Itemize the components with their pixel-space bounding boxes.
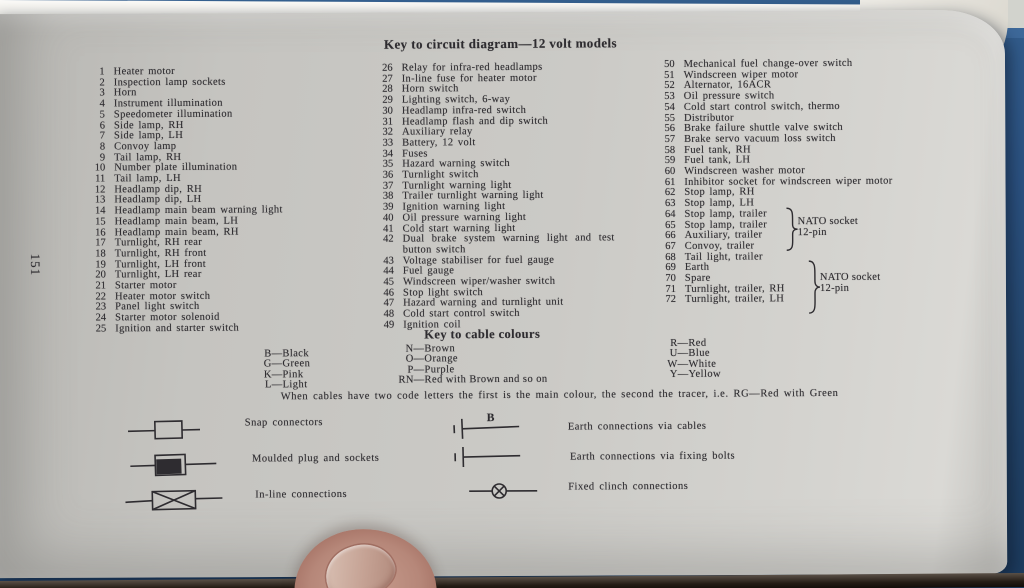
list-item-label: Hazard warning and turnlight unit: [403, 297, 564, 310]
list-item-label: Tail lamp, RH: [114, 151, 182, 163]
list-item-number: 33: [382, 137, 394, 149]
list-item-number: 25: [95, 323, 107, 335]
list-item-label: Headlamp flash and dip switch: [401, 115, 549, 128]
list-item-label: Convoy, trailer: [684, 240, 755, 252]
list-item-label: Windscreen wiper/washer switch: [402, 275, 556, 288]
list-item-label: Brake failure shuttle valve switch: [683, 122, 844, 135]
symbol-label: In-line connections: [255, 488, 348, 501]
list-item-number: 42: [383, 233, 394, 245]
list-item-label: Stop lamp, LH: [684, 197, 755, 210]
list-item-number: 10: [94, 162, 106, 174]
list-item-label: Windscreen washer motor: [684, 165, 806, 177]
cable-name: Black: [282, 348, 310, 360]
list-item-label: Brake servo vacuum loss switch: [684, 132, 836, 145]
list-item-number: 32: [382, 126, 394, 138]
list-item-number: 41: [383, 223, 394, 235]
list-item-label: Cold start control switch: [403, 308, 520, 320]
list-item-number: 11: [95, 173, 106, 185]
list-item-number: 43: [383, 255, 394, 267]
key-list-column-1: [83, 66, 344, 335]
cable-name: Red with Brown and so on: [424, 373, 548, 386]
list-item-label: Relay for infra-red headlamps: [401, 61, 543, 74]
list-item-label: Trailer turnlight warning light: [402, 190, 544, 203]
cable-code: Y—: [669, 368, 689, 380]
list-item-number: 65: [665, 219, 676, 231]
list-item-number: 55: [664, 112, 675, 124]
list-item-label: Turnlight, RH front: [114, 247, 207, 260]
list-item-label: Ignition and starter switch: [115, 322, 240, 335]
symbol-label: Snap connectors: [244, 417, 324, 429]
list-item-number: 57: [664, 133, 676, 145]
list-item-label: Stop lamp, RH: [684, 186, 755, 199]
list-item-label: Inhibitor socket for windscreen wiper motor: [684, 175, 893, 188]
list-item-number: 63: [664, 198, 676, 210]
list-item-label: Distributor: [683, 112, 734, 124]
symbol-label: Moulded plug and sockets: [251, 452, 380, 465]
list-item-label: Fuel tank, LH: [684, 154, 751, 167]
list-item-label: Fuses: [402, 148, 428, 160]
list-item-label: Starter motor: [114, 280, 177, 292]
list-item-label: Oil pressure warning light: [402, 211, 527, 224]
list-item-label: Turnlight, trailer, RH: [684, 283, 785, 295]
nato-label-line: NATO socket: [819, 271, 881, 284]
list-item-label: Fuel gauge: [402, 265, 455, 277]
list-item-number: 61: [664, 176, 676, 188]
list-item-label: Side lamp, LH: [113, 130, 184, 142]
list-item-number: 64: [664, 208, 676, 220]
cable-colours-heading: Key to cable colours: [424, 326, 541, 342]
cable-code: G—: [263, 358, 283, 370]
list-item-number: 40: [383, 212, 394, 224]
symbol-label: Earth connections via fixing bolts: [569, 450, 736, 463]
list-item-label: Stop light switch: [402, 286, 484, 299]
nato-label-line: NATO socket: [797, 215, 859, 228]
list-item-label: Stop lamp, trailer: [684, 218, 768, 231]
earth-marker: B: [486, 412, 495, 425]
list-item-label: Oil pressure switch: [683, 90, 775, 102]
list-item-number: 1: [99, 66, 105, 78]
list-item-number: 37: [382, 180, 394, 192]
list-item-number: 59: [664, 155, 676, 167]
nato-label-line: 12-pin: [797, 227, 827, 239]
list-item-label: Headlamp main beam, RH: [114, 226, 239, 238]
list-item-label: Heater motor: [113, 65, 176, 78]
list-item-number: 4: [99, 98, 105, 110]
list-item-number: 7: [99, 130, 106, 142]
list-item-number: 39: [382, 201, 394, 213]
cable-code: L—: [265, 379, 283, 391]
list-item-number: 38: [382, 191, 394, 203]
cable-colour-group: [242, 349, 310, 391]
cable-name: Light: [282, 379, 308, 391]
list-item-label: Stop lamp, trailer: [684, 208, 768, 220]
nato-group-label: [798, 216, 859, 238]
list-item-number: 69: [665, 262, 676, 274]
list-item-label: Convoy lamp: [114, 140, 177, 153]
list-item-number: 26: [382, 62, 393, 74]
symbol-label: Earth connections via cables: [567, 420, 707, 433]
list-item-label: Ignition warning light: [402, 201, 506, 213]
list-item-number: 62: [664, 187, 676, 199]
list-item-number: 17: [95, 237, 106, 249]
key-list-column-2: [371, 62, 616, 331]
list-item-number: 23: [95, 301, 107, 313]
list-item-number: 49: [383, 319, 395, 331]
key-list-column-3: [653, 59, 902, 307]
list-item: [654, 294, 902, 306]
list-item-number: 46: [383, 287, 395, 299]
list-item-label: Ignition coil: [403, 319, 461, 331]
list-item-number: 60: [664, 165, 676, 178]
list-item-label: Cold start control switch, thermo: [683, 100, 840, 113]
cable-code: P—: [407, 364, 425, 376]
list-item-number: 48: [383, 308, 395, 320]
list-item-number: 45: [383, 276, 394, 288]
cable-name: Brown: [424, 343, 456, 355]
list-item-number: 13: [94, 194, 106, 206]
list-item-label: Turnlight, LH front: [114, 258, 207, 271]
cable-code: RN—: [398, 374, 425, 386]
list-item-label: Headlamp main beam, LH: [114, 215, 239, 228]
cable-colour-item: [370, 375, 547, 386]
list-item-number: 47: [383, 298, 395, 310]
list-item-number: 66: [665, 230, 676, 242]
nato-label-line: 12-pin: [819, 282, 850, 295]
list-item-number: 8: [99, 141, 106, 153]
list-item-number: 56: [664, 123, 676, 135]
list-item-number: 22: [95, 291, 107, 303]
list-item-label: Starter motor solenoid: [115, 311, 220, 324]
list-item-number: 58: [664, 144, 676, 156]
list-item-number: 5: [99, 109, 105, 121]
list-item-label: Horn switch: [401, 83, 459, 96]
page-content: [0, 9, 1008, 579]
cable-colour-item: [646, 370, 721, 381]
cable-name: Green: [282, 358, 311, 370]
list-item-label: Turnlight switch: [402, 169, 479, 181]
list-item-number: 72: [665, 294, 677, 306]
list-item-number: 36: [382, 169, 394, 181]
cable-colour-group: [646, 339, 721, 381]
list-item-label: Alternator, 16ACR: [683, 79, 772, 92]
list-item-number: 44: [383, 266, 394, 278]
list-item-number: 34: [382, 148, 394, 160]
list-item-label: Inspection lamp sockets: [113, 76, 226, 89]
cable-name: White: [688, 358, 717, 370]
list-item-number: 3: [99, 87, 105, 99]
list-item-label: Lighting switch, 6-way: [401, 94, 511, 106]
cable-name: Pink: [282, 368, 304, 380]
list-item-label: Speedometer illumination: [113, 108, 233, 121]
list-item-number: 29: [382, 94, 393, 106]
cable-code: W—: [667, 358, 689, 370]
list-item-label: Tail lamp, LH: [114, 172, 181, 185]
list-item-label: Heater motor switch: [114, 290, 211, 303]
cable-note: When cables have two code letters the first is the main colour, the second the tracer, i.e. RG—Red with Green: [280, 387, 839, 403]
list-item-number: 2: [99, 77, 105, 89]
list-item-label: Turnlight, trailer, LH: [685, 293, 785, 306]
list-item-label: Fuel tank, RH: [684, 144, 751, 156]
list-item-number: 14: [94, 205, 106, 217]
cable-code: U—: [669, 348, 689, 360]
list-item-number: 27: [382, 73, 393, 85]
list-item-number: 53: [664, 91, 675, 103]
list-item-label: Headlamp dip, RH: [114, 183, 203, 196]
list-item-label: Voltage stabiliser for fuel gauge: [402, 254, 555, 267]
list-item-label: Turnlight warning light: [402, 179, 512, 192]
list-item-number: 35: [382, 158, 394, 171]
list-item-label: In-line fuse for heater motor: [401, 72, 537, 85]
cable-name: Yellow: [688, 368, 722, 380]
list-item-label: Headlamp dip, LH: [114, 194, 202, 206]
list-item-number: 6: [99, 119, 105, 131]
cable-code: B—: [264, 348, 283, 360]
list-item-label: Headlamp infra-red switch: [401, 104, 527, 117]
list-item-label: Auxiliary, trailer: [684, 229, 763, 242]
list-item-number: 71: [665, 283, 677, 295]
list-item-number: 51: [664, 69, 675, 81]
list-item-number: 15: [95, 216, 106, 228]
list-item-label: Hazard warning switch: [402, 158, 510, 170]
cable-code: N—: [405, 343, 425, 355]
list-item-label: Turnlight, LH rear: [114, 269, 202, 281]
list-item-number: 21: [95, 280, 106, 292]
list-item-number: 12: [94, 184, 106, 196]
cable-code: R—: [670, 337, 689, 349]
list-item-number: 18: [95, 248, 106, 260]
cable-colour-item: [243, 380, 311, 391]
list-item-label: Panel light switch: [115, 301, 200, 313]
list-item-number: 68: [665, 251, 676, 263]
list-item-number: 20: [95, 269, 106, 281]
cable-name: Purple: [424, 363, 455, 376]
list-item-number: 52: [664, 80, 675, 92]
list-item-label: Battery, 12 volt: [402, 137, 476, 149]
list-item-number: 16: [95, 226, 106, 239]
list-item-number: 50: [664, 58, 675, 70]
thumb: [289, 523, 436, 588]
list-item-number: 24: [95, 312, 107, 324]
list-item-label: Mechanical fuel change-over switch: [683, 57, 853, 70]
cable-name: Red: [688, 337, 707, 349]
list-item-label: Cold start warning light: [402, 222, 516, 235]
page-title: Key to circuit diagram—12 volt models: [383, 35, 618, 52]
list-item-number: 31: [382, 116, 393, 128]
list-item-label: Dual brake system warning light and test button switch: [402, 232, 615, 256]
list-item-label: Number plate illumination: [114, 161, 238, 174]
list-item-number: 30: [382, 105, 393, 117]
cable-colour-group: [370, 344, 547, 386]
nato-group-label: [820, 272, 881, 294]
list-item-label: Earth: [684, 262, 710, 274]
list-item-number: 67: [665, 240, 676, 252]
list-item-number: 9: [99, 152, 106, 164]
list-item-label: Auxiliary relay: [401, 126, 473, 138]
list-item-label: Turnlight, RH rear: [114, 237, 203, 249]
list-item-label: Instrument illumination: [113, 97, 223, 110]
list-item-label: Spare: [684, 272, 711, 284]
list-item-label: Horn: [113, 87, 137, 99]
list-item-label: Tail light, trailer: [684, 251, 763, 263]
list-item-label: Side lamp, RH: [113, 119, 184, 131]
list-item-number: 19: [95, 259, 106, 271]
page-number: 151: [27, 253, 44, 277]
cable-name: Blue: [688, 348, 711, 360]
book-page: [0, 10, 1007, 578]
list-item-number: 70: [665, 272, 676, 285]
symbol-label: Fixed clinch connections: [568, 480, 689, 493]
list-item: [372, 234, 615, 257]
list-item-label: Windscreen wiper motor: [683, 68, 799, 81]
cable-name: Orange: [424, 353, 459, 365]
list-item-label: Headlamp main beam warning light: [114, 204, 283, 217]
list-item-number: 28: [382, 84, 393, 96]
cable-code: O—: [405, 353, 425, 365]
list-item-number: 54: [664, 101, 675, 113]
cable-code: K—: [263, 368, 283, 381]
